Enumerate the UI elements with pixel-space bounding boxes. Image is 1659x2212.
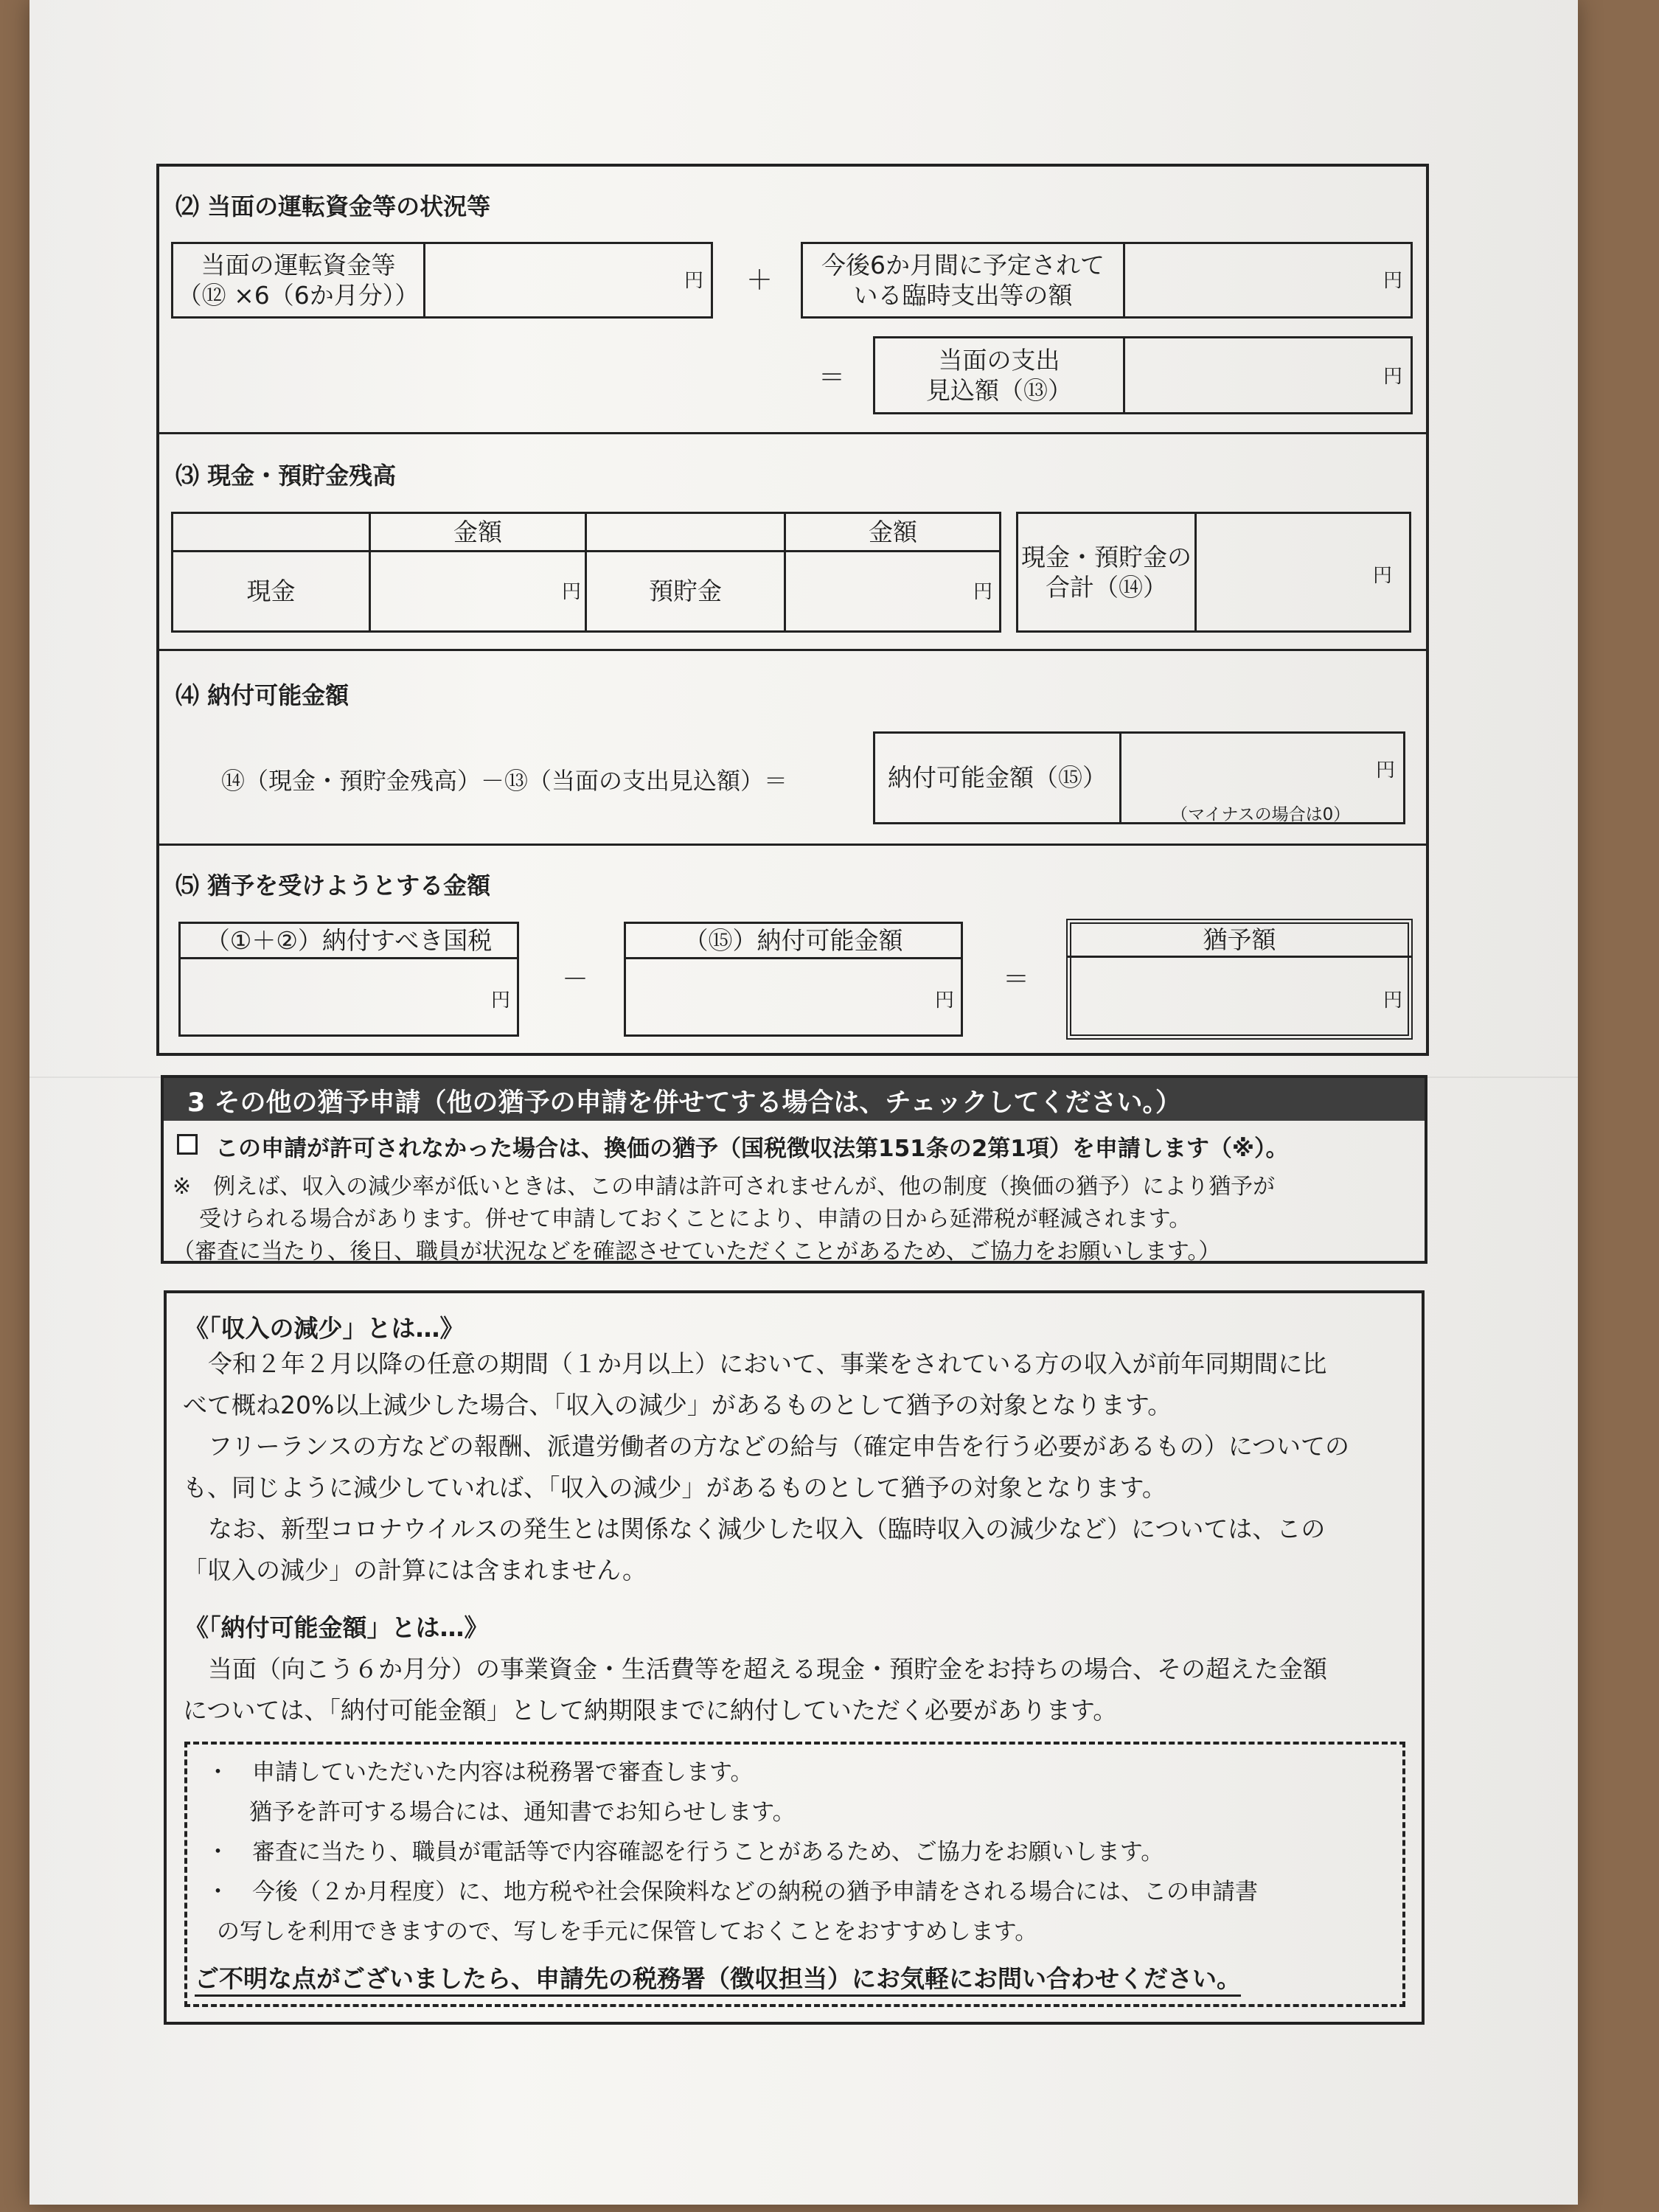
other-deferral-checkbox-label: この申請が許可されなかった場合は、換価の猶予（国税徴収法第151条の2第1項）を申請します（※）。 [215, 1135, 1289, 1162]
other-deferral-note-3: （審査に当たり、後日、職員が状況などを確認させていただくことがあるため、ご協力をお願いします。） [173, 1239, 1221, 1265]
minus-sign: － [562, 964, 589, 995]
payable-formula: ⑭（現金・預貯金残高）－⑬（当面の支出見込額）＝ [221, 767, 788, 795]
total-balance-label: 現金・預貯金の 合計（⑭） [1021, 542, 1192, 602]
section-5-title: ⑸ 猶予を受けようとする金額 [175, 872, 491, 900]
notice-bullet: 猶予を許可する場合には、通知書でお知らせします。 [249, 1799, 796, 1826]
divider [624, 957, 963, 959]
expected-expense-label: 当面の支出 見込額（⑬） [926, 345, 1072, 405]
minus-note: （マイナスの場合は0） [1171, 805, 1351, 824]
divider [178, 957, 519, 959]
notice-bullet: の写しを利用できますので、写しを手元に保管しておくことをおすすめします。 [217, 1919, 1038, 1945]
payable-line: 当面（向こう６か月分）の事業資金・生活費等を超える現金・預貯金をお持ちの場合、その超えた金額 [208, 1655, 1327, 1683]
income-line: フリーランスの方などの報酬、派遣労働者の方などの給与（確定申告を行う必要があるもの）についての [208, 1432, 1350, 1461]
section-4-title: ⑷ 納付可能金額 [175, 681, 349, 709]
notice-bullet: ・ 審査に当たり、職員が電話等で内容確認を行うことがあるため、ご協力をお願いします。 [206, 1839, 1164, 1865]
section-2-title: ⑵ 当面の運転資金等の状況等 [175, 192, 491, 220]
divider [1123, 242, 1125, 319]
deposit-amount-field[interactable] [786, 552, 1000, 630]
yen-unit: 円 [1383, 270, 1403, 292]
income-line: も、同じように減少していれば、「収入の減少」があるものとして猶予の対象となります。 [183, 1473, 1166, 1502]
equals-sign: ＝ [818, 363, 846, 393]
payable-amount-label: 納付可能金額（⑮） [888, 763, 1107, 793]
other-deferral-note-2: 受けられる場合があります。併せて申請しておくことにより、申請の日から延滞税が軽減されます。 [199, 1206, 1192, 1232]
yen-unit: 円 [1376, 759, 1396, 782]
yen-unit: 円 [684, 270, 704, 292]
yen-unit: 円 [1383, 366, 1403, 388]
yen-unit: 円 [935, 990, 955, 1012]
yen-unit: 円 [1373, 565, 1393, 587]
other-deferral-checkbox[interactable] [177, 1134, 198, 1155]
yen-unit: 円 [562, 581, 582, 603]
yen-unit: 円 [1383, 990, 1403, 1012]
cash-amount-field[interactable] [371, 552, 585, 630]
plus-sign: ＋ [746, 265, 773, 296]
divider [156, 649, 1429, 651]
income-line: 「収入の減少」の計算には含まれません。 [183, 1556, 647, 1585]
other-deferral-header: 3 その他の猶予申請（他の猶予の申請を併せてする場合は、チェックしてください。） [187, 1088, 1181, 1118]
income-line: 令和２年２月以降の任意の期間（１か月以上）において、事業をされている方の収入が前年同期間に比 [208, 1349, 1327, 1378]
divider [1194, 512, 1197, 633]
divider [156, 844, 1429, 846]
yen-unit: 円 [491, 990, 511, 1012]
cash-label: 現金 [246, 577, 296, 606]
payable-amount-label-2: （⑮）納付可能金額 [684, 925, 903, 955]
tax-due-label: （①＋②）納付すべき国税 [205, 925, 493, 955]
divider [1066, 956, 1413, 958]
working-funds-label: 当面の運転資金等 （⑫ ×6（6か月分）） [177, 250, 420, 310]
yen-unit: 円 [973, 581, 993, 603]
deposit-label: 預貯金 [649, 577, 722, 606]
income-line: なお、新型コロナウイルスの発生とは関係なく減少した収入（臨時収入の減少など）については、この [208, 1514, 1326, 1543]
income-line: べて概ね20%以上減少した場合、「収入の減少」があるものとして猶予の対象となります。 [183, 1391, 1172, 1419]
deferral-amount-label: 猶予額 [1203, 925, 1276, 954]
contact-notice: ご不明な点がございましたら、申請先の税務署（徴収担当）にお気軽にお問い合わせください。 [195, 1960, 1241, 1997]
income-decrease-heading: 《「収入の減少」とは…》 [184, 1314, 465, 1343]
notice-bullet: ・ 申請していただいた内容は税務署で審査します。 [206, 1759, 754, 1786]
divider [156, 432, 1429, 434]
payable-amount-heading: 《「納付可能金額」とは…》 [184, 1613, 489, 1642]
divider [1119, 731, 1121, 824]
temp-expense-label: 今後6か月間に予定されて いる臨時支出等の額 [821, 250, 1105, 310]
section-3-title: ⑶ 現金・預貯金残高 [175, 462, 397, 490]
notice-bullet: ・ 今後（２か月程度）に、地方税や社会保険料などの納税の猶予申請をされる場合には、この申請書 [206, 1879, 1258, 1905]
cash-amount-header: 金額 [453, 517, 502, 546]
other-deferral-note-1: ※ 例えば、収入の減少率が低いときは、この申請は許可されませんが、他の制度（換価の猶予）により猶予が [173, 1174, 1276, 1200]
divider [1123, 336, 1125, 414]
deposit-amount-header: 金額 [869, 517, 917, 546]
equals-sign: ＝ [1003, 964, 1030, 995]
divider [423, 242, 425, 319]
payable-line: については、「納付可能金額」として納期限までに納付していただく必要があります。 [183, 1696, 1118, 1725]
